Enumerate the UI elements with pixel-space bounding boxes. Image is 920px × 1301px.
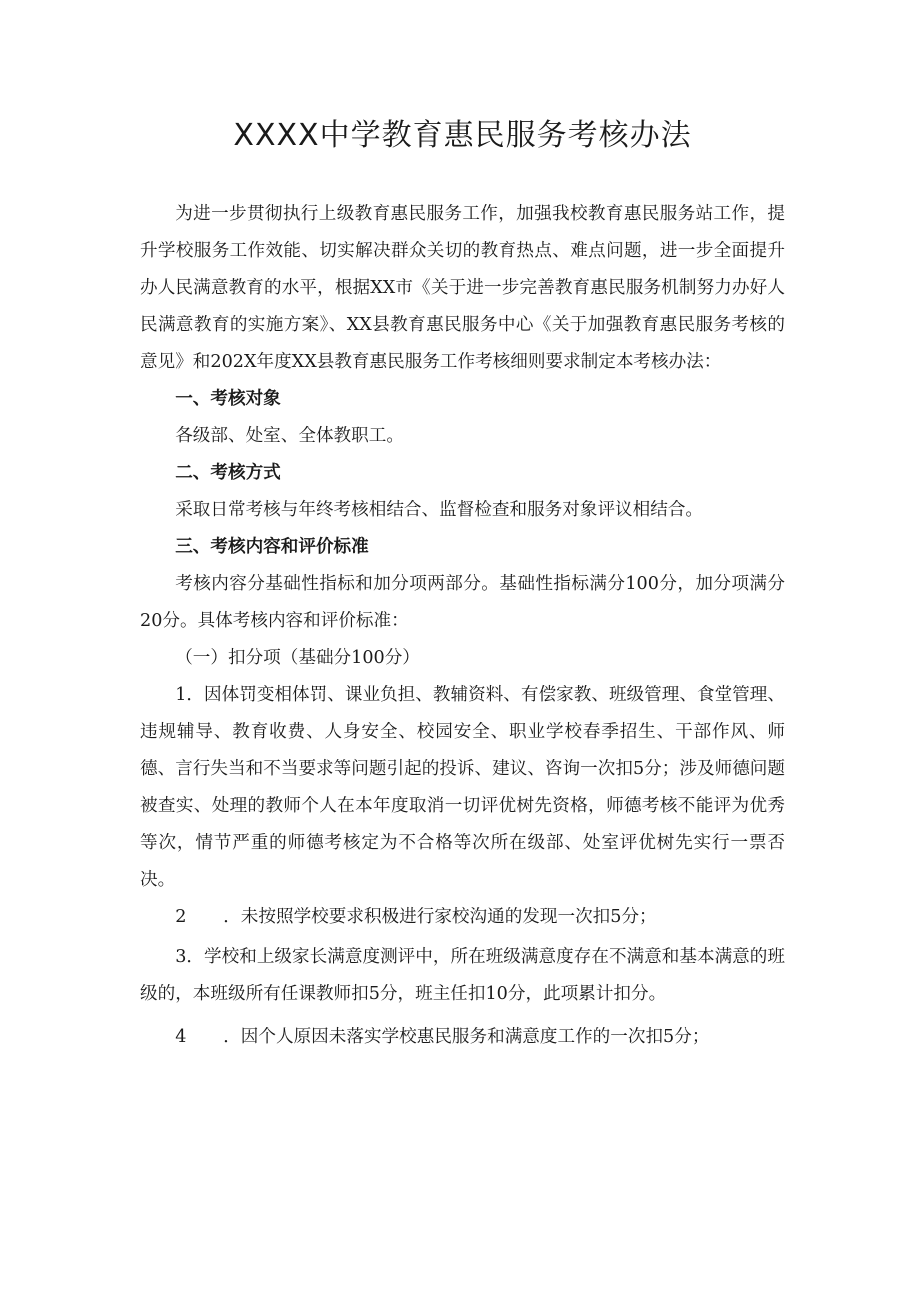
item-text: ．学校和上级家长满意度测评中，所在班级满意度存在不满意和基本满意的班级的，本班级所有任课教师扣5分，班主任扣10分，此项累计扣分。: [140, 947, 785, 1004]
item-number: 4: [175, 1027, 187, 1047]
item-text: ．因个人原因未落实学校惠民服务和满意度工作的一次扣5分；: [223, 1027, 710, 1047]
section-heading-method: 二、考核方式: [175, 463, 281, 483]
section-text-criteria: 考核内容分基础性指标和加分项两部分。基础性指标满分100分，加分项满分20分。具体考核内容和评价标准：: [140, 574, 785, 631]
document-body: [140, 196, 785, 1056]
section-heading-criteria: 三、考核内容和评价标准: [175, 537, 369, 557]
item-text: ．因体罚变相体罚、课业负担、教辅资料、有偿家教、班级管理、食堂管理、违规辅导、教育收费、人身安全、校园安全、职业学校春季招生、干部作风、师德、言行失当和不当要求等问题引起的投诉、建议、咨询一次扣5分；涉及师德问题被查实、处理的教师个人在本年度取消一切评优树先资格，师德考核不能评为优秀等次，情节严重的师德考核定为不合格等次所在级部、处室评优树先实行一票否决。: [140, 685, 785, 890]
section-text-targets: 各级部、处室、全体教职工。: [175, 426, 404, 446]
list-item: [140, 939, 785, 1013]
intro-paragraph: 为进一步贯彻执行上级教育惠民服务工作，加强我校教育惠民服务站工作，提升学校服务工作效能、切实解决群众关切的教育热点、难点问题，进一步全面提升办人民满意教育的水平，根据XX市《关于进一步完善教育惠民服务机制努力办好人民满意教育的实施方案》、XX县教育惠民服务中心《关于加强教育惠民服务考核的意见》和202X年度XX县教育惠民服务工作考核细则要求制定本考核办法：: [140, 204, 785, 372]
list-item: [140, 899, 785, 936]
subsection-heading-deductions: （一）扣分项（基础分100分）: [175, 648, 420, 668]
list-item: [140, 1019, 785, 1056]
list-item: [140, 677, 785, 899]
item-number: 3: [175, 947, 187, 967]
section-heading-targets: 一、考核对象: [175, 389, 281, 409]
item-number: 1: [175, 685, 187, 705]
section-text-method: 采取日常考核与年终考核相结合、监督检查和服务对象评议相结合。: [175, 500, 704, 520]
item-text: ．未按照学校要求积极进行家校沟通的发现一次扣5分；: [223, 907, 657, 927]
document-title: XXXX中学教育惠民服务考核办法: [233, 118, 692, 153]
item-number: 2: [175, 907, 187, 927]
